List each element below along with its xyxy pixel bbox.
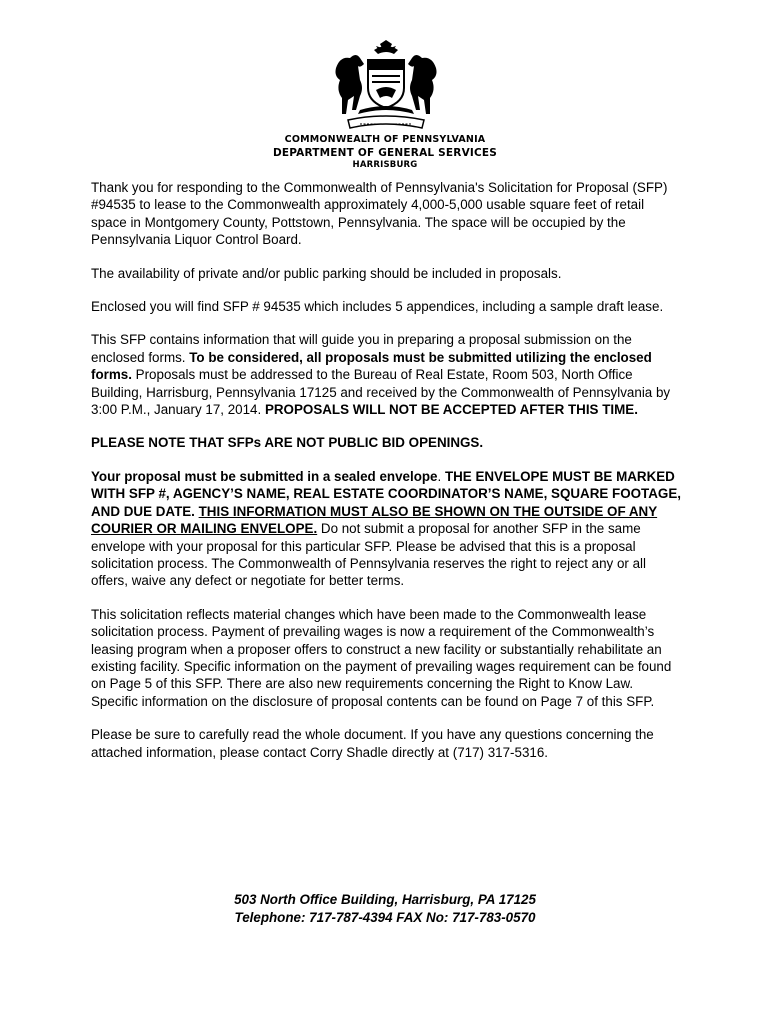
letterhead-city: HARRISBURG — [352, 160, 418, 170]
envelope-sealed: Your proposal must be submitted in a sealed envelope — [91, 468, 438, 484]
paragraph-submission — [91, 331, 681, 418]
envelope-text: Do not submit a proposal for another SFP in the same envelope with your proposal for this particular SFP. Please be advised that this is a proposal solicitation process. The Commonwealth of Pennsylvania reserves the right to reject any or all offers, waive any defect or negotiate for better terms. — [91, 521, 646, 589]
paragraph-changes: This solicitation reflects material changes which have been made to the Commonwealth lease solicitation process. Payment of prevailing wages is now a requirement of the Commonwealth’s leasing program when a proposer offers to construct a new facility or substantially rehabilitate an existing facility. Specific information on the payment of prevailing wages requirement can be found on Page 5 of this SFP. There are also new requirements concerning the Right to Know Law. Specific information on the disclosure of proposal contents can be found on Page 7 of this SFP. — [91, 606, 672, 709]
paragraph-enclosure: Enclosed you will find SFP # 94535 which includes 5 appendices, including a sample draft lease. — [91, 299, 664, 315]
envelope-outside-warning: THIS INFORMATION MUST ALSO BE SHOWN ON THE OUTSIDE OF ANY COURIER OR MAILING ENVELOPE. — [91, 503, 658, 537]
paragraph-parking: The availability of private and/or public parking should be included in proposals. — [91, 265, 562, 281]
submission-deadline-warning: PROPOSALS WILL NOT BE ACCEPTED AFTER THIS TIME. — [264, 402, 638, 418]
submission-text-2: Proposals must be addressed to the Bureau of Real Estate, Room 503, North Office Building, Harrisburg, Pennsylvania 17125 and received by the Commonwealth of Pennsylvania by 3:00 P.M., January 17, 2014. — [91, 367, 671, 418]
envelope-marking: THE ENVELOPE MUST BE MARKED WITH SFP #, AGENCY’S NAME, REAL ESTATE COORDINATOR’S NAME, SQUARE FOOTAGE, AND DUE DATE. — [91, 468, 681, 519]
letterhead-department: DEPARTMENT OF GENERAL SERVICES — [272, 147, 498, 159]
submission-text-1: This SFP contains information that will guide you in preparing a proposal submission on the enclosed forms. — [91, 332, 632, 365]
footer-phone: Telephone: 717-787-4394 FAX No: 717-783-0570 — [234, 910, 536, 925]
pennsylvania-coat-of-arms-icon — [330, 40, 442, 136]
submission-requirement: To be considered, all proposals must be submitted utilizing the enclosed forms. — [91, 349, 652, 383]
paragraph-envelope — [91, 468, 681, 590]
envelope-sep: . — [437, 468, 445, 484]
letter-body — [91, 179, 681, 777]
paragraph-bid-notice: PLEASE NOTE THAT SFPs ARE NOT PUBLIC BID OPENINGS. — [91, 435, 484, 451]
paragraph-contact: Please be sure to carefully read the whole document. If you have any questions concerning the attached information, please contact Corry Shadle directly at (717) 317-5316. — [91, 727, 654, 760]
paragraph-intro: Thank you for responding to the Commonwealth of Pennsylvania's Solicitation for Proposal (SFP) #94535 to lease to the Commonwealth approximately 4,000-5,000 usable square feet of retail space in Montgomery County, Pottstown, Pennsylvania. The space will be occupied by the Pennsylvania Liquor Control Board. — [91, 180, 668, 248]
footer — [0, 891, 770, 927]
letterhead-commonwealth: COMMONWEALTH OF PENNSYLVANIA — [284, 134, 486, 145]
footer-address: 503 North Office Building, Harrisburg, PA 17125 — [234, 892, 536, 907]
